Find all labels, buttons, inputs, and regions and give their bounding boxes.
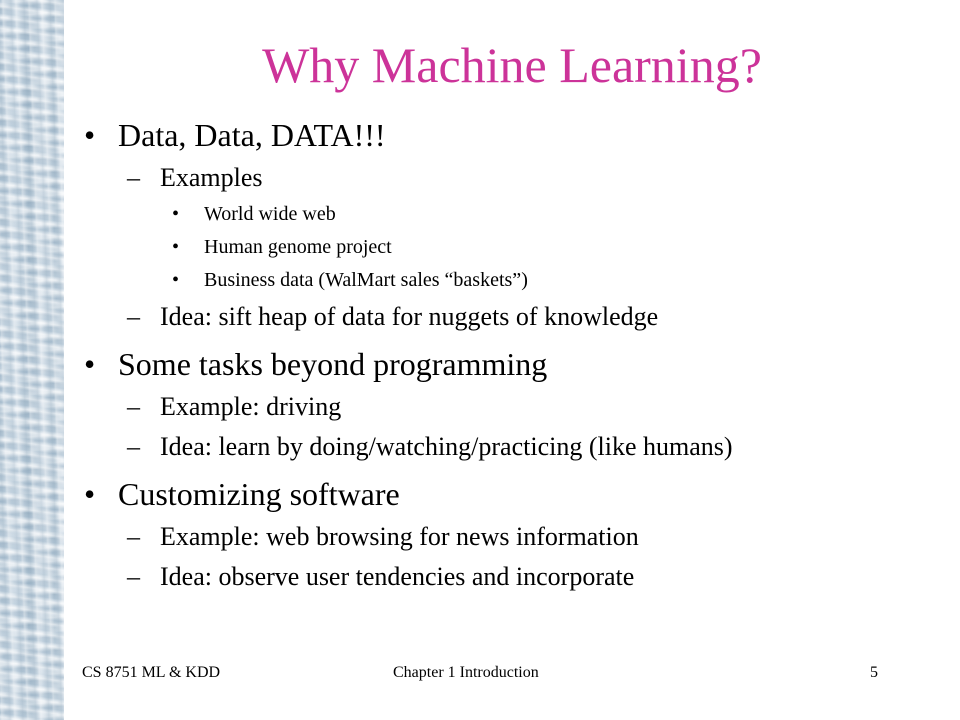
bullet-icon: •: [172, 236, 180, 258]
bullet-icon: •: [84, 346, 96, 382]
sub-bullet-text: Example: driving: [160, 392, 342, 421]
bullet-text: Customizing software: [118, 476, 400, 512]
bullet-text: Data, Data, DATA!!!: [118, 117, 386, 153]
dash-icon: –: [127, 562, 140, 591]
example-item: [84, 198, 944, 231]
sub-bullet-idea: [84, 557, 944, 597]
slide-content: [84, 112, 944, 597]
bullet-customizing-software: [84, 471, 944, 517]
sub-bullet-example: [84, 387, 944, 427]
footer-chapter: Chapter 1 Introduction: [393, 664, 539, 681]
sub-bullet-text: Examples: [160, 163, 263, 192]
dash-icon: –: [127, 432, 140, 461]
sub-bullet-text: Idea: observe user tendencies and incorporate: [160, 562, 635, 591]
decorative-texture-strip: [0, 0, 64, 720]
example-item: [84, 264, 944, 297]
sub-bullet-text: Idea: learn by doing/watching/practicing (like humans): [160, 432, 733, 461]
sub-bullet-text: Idea: sift heap of data for nuggets of knowledge: [160, 302, 659, 331]
bullet-tasks-beyond-programming: [84, 341, 944, 387]
sub-bullet-text: Example: web browsing for news information: [160, 522, 639, 551]
dash-icon: –: [127, 392, 140, 421]
example-text: World wide web: [204, 203, 336, 225]
sub-bullet-examples: [84, 158, 944, 198]
dash-icon: –: [127, 522, 140, 551]
footer-page-number: 5: [870, 664, 878, 681]
dash-icon: –: [127, 163, 140, 192]
example-item: [84, 231, 944, 264]
footer-course: CS 8751 ML & KDD: [82, 664, 221, 681]
bullet-icon: •: [172, 203, 180, 225]
dash-icon: –: [127, 302, 140, 331]
example-text: Human genome project: [204, 236, 392, 258]
bullet-icon: •: [84, 117, 96, 153]
sub-bullet-idea: [84, 297, 944, 337]
example-text: Business data (WalMart sales “baskets”): [204, 269, 528, 291]
bullet-icon: •: [84, 476, 96, 512]
bullet-text: Some tasks beyond programming: [118, 346, 548, 382]
bullet-icon: •: [172, 269, 180, 291]
bullet-data: [84, 112, 944, 158]
slide-title: Why Machine Learning?: [262, 37, 762, 93]
sub-bullet-idea: [84, 427, 944, 467]
sub-bullet-example: [84, 517, 944, 557]
